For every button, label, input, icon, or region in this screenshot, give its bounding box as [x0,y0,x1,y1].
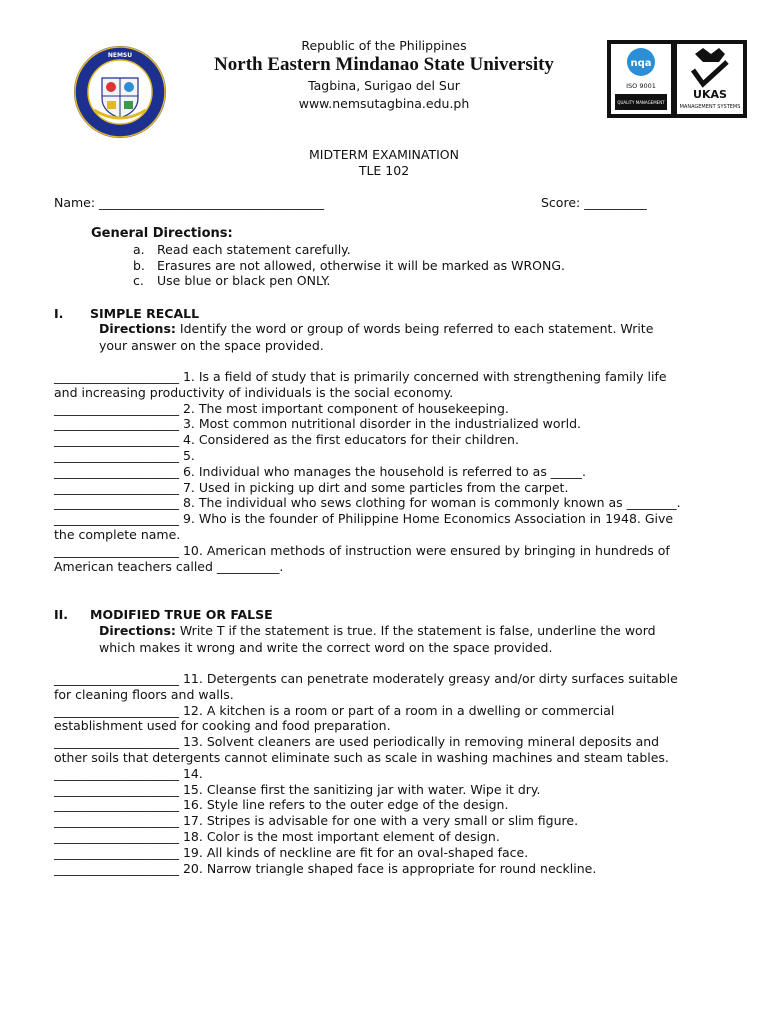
direction-item: c. Use blue or black pen ONLY. [133,273,331,289]
general-directions-heading: General Directions: [91,226,233,241]
section-1-items [54,369,694,574]
name-field: Name: ____________________________________ [54,195,325,210]
certification-badge-icon [607,40,747,118]
question-item: ____________________ 2. The most important component of housekeeping. [54,400,509,416]
section-2-items [54,671,694,876]
section-1-directions-text: Identify the word or group of words being referred to each statement. Write your answer on the space provided. [99,321,654,353]
section-2-title: MODIFIED TRUE OR FALSE [90,607,273,622]
section-1-title: SIMPLE RECALL [90,306,200,321]
question-item: ____________________ 13. Solvent cleaners are used periodically in removing mineral deposits and other soils that detergents cannot eliminate such as scale in washing machines and steam tables. [54,734,669,765]
section-2-heading [54,607,273,622]
question-item: ____________________ 6. Individual who manages the household is referred to as _____. [54,463,587,479]
campus-location: Tagbina, Surigao del Sur [308,78,460,93]
question-item: ____________________ 8. The individual who sews clothing for woman is commonly known as ________. [54,495,681,511]
cert-ukas-caption: MANAGEMENT SYSTEMS [679,104,741,110]
svg-text:NEMSU: NEMSU [107,52,133,59]
certification-badges [607,40,747,118]
question-item: ____________________ 20. Narrow triangle shaped face is appropriate for round neckline. [54,860,597,876]
question-item: ____________________ 10. American methods of instruction were ensured by bringing in hundreds of American teachers called __________. [54,542,670,574]
cert-nqa-label: nqa [630,58,652,69]
question-item: ____________________ 4. Considered as the first educators for their children. [54,432,519,448]
question-item: ____________________ 3. Most common nutritional disorder in the industrialized world. [54,416,582,432]
question-item: ____________________ 12. A kitchen is a room or part of a room in a dwelling or commercial establishment used for cooking and food preparation. [54,702,615,734]
cert-iso-number: ISO 9001 [626,82,656,90]
republic-line: Republic of the Philippines [301,38,467,53]
question-item: ____________________ 7. Used in picking up dirt and some particles from the carpet. [54,479,569,495]
section-1-numeral: I. [54,306,64,321]
section-1-heading [54,306,199,321]
question-item: ____________________ 18. Color is the most important element of design. [54,828,500,844]
university-website: www.nemsutagbina.edu.ph [298,96,470,111]
question-item: ____________________ 19. All kinds of neckline are fit for an oval-shaped face. [54,844,529,860]
cert-iso-caption: QUALITY MANAGEMENT [617,100,665,105]
university-name: North Eastern Mindanao State University [214,54,554,75]
course-code: TLE 102 [358,163,410,178]
question-item: ____________________ 9. Who is the founder of Philippine Home Economics Association in 1948. Give the complete name. [54,511,674,542]
question-item: ____________________ 11. Detergents can penetrate moderately greasy and/or dirty surfaces suitable for cleaning floors and walls. [54,671,678,702]
section-1-directions-label: Directions: [99,321,176,336]
section-1-directions [99,321,679,354]
section-2-directions-label: Directions: [99,623,176,638]
score-field: Score: __________ [541,195,647,210]
direction-item: b. Erasures are not allowed, otherwise it will be marked as WRONG. [133,257,565,273]
question-item: ____________________ 14. [54,765,203,781]
question-item: ____________________ 15. Cleanse first the sanitizing jar with water. Wipe it dry. [54,781,541,797]
exam-title: MIDTERM EXAMINATION [309,147,459,162]
question-item: ____________________ 16. Style line refers to the outer edge of the design. [54,797,509,813]
question-item: ____________________ 5. [54,447,195,463]
cert-ukas-label: UKAS [693,88,727,101]
question-item: ____________________ 17. Stripes is advisable for one with a very small or slim figure. [54,813,579,829]
section-2-directions-text: Write T if the statement is true. If the statement is false, underline the word which makes it wrong and write the correct word on the space provided. [99,623,656,655]
section-2-numeral: II. [54,607,69,622]
direction-item: a. Read each statement carefully. [133,241,351,257]
question-item: ____________________ 1. Is a field of study that is primarily concerned with strengthening family life and increasing productivity of individuals is the social economy. [54,369,667,400]
general-directions [91,226,565,289]
section-2-directions [99,623,679,656]
